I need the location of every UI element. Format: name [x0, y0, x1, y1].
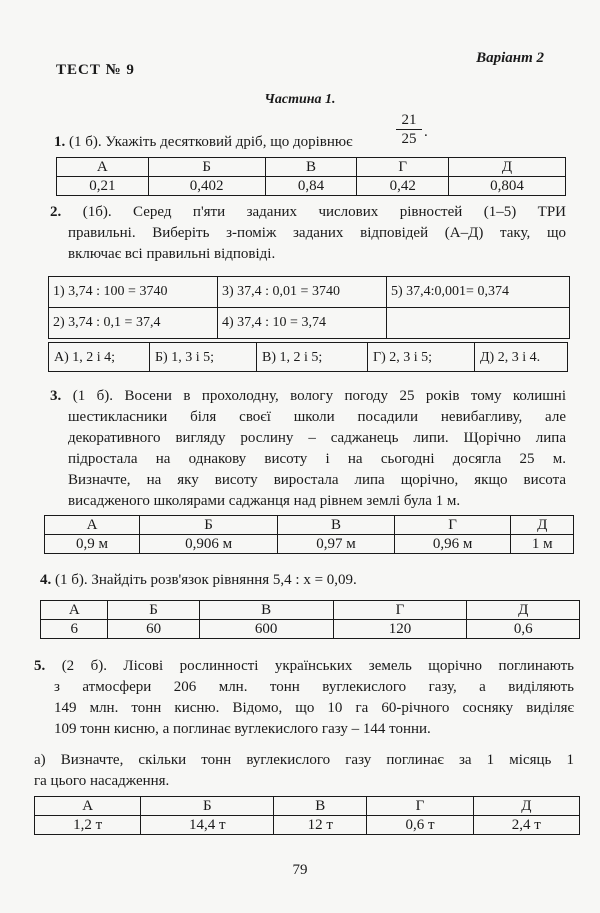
answer-letter: Д: [449, 158, 566, 177]
answer-value: 0,84: [265, 177, 357, 196]
question-text: га цього насадження.: [34, 773, 170, 789]
question-text: 109 тонн кисню, а поглинає вуглекислого газу – 144 тонни.: [54, 721, 431, 737]
equality: 5) 37,4:0,001= 0,374: [387, 277, 570, 308]
answer-letter: Г: [333, 601, 467, 620]
answer-value: 6: [41, 620, 108, 639]
question-text: з атмосфери 206 млн. тонн вуглекислого газу, а виділяють: [54, 679, 574, 695]
question-text: декоративного вигляду рослину – саджанець липи. Щорічно липа: [68, 430, 566, 446]
equality: 2) 3,74 : 0,1 = 37,4: [49, 308, 218, 339]
answer-value: 0,9 м: [45, 535, 140, 554]
question-text: (1 б). Знайдіть розв'язок рівняння 5,4 : x = 0,09.: [55, 572, 357, 588]
answer-value: 0,96 м: [394, 535, 511, 554]
answer-option: А) 1, 2 і 4;: [48, 342, 150, 372]
answer-value: 60: [108, 620, 199, 639]
equality: 1) 3,74 : 100 = 3740: [49, 277, 218, 308]
question-5: [34, 656, 574, 740]
question-number: 2.: [50, 204, 62, 220]
question-4: [40, 570, 357, 591]
page-number: 79: [292, 862, 308, 878]
question-text: (2 б). Лісові рослинності українських земель щорічно поглинають: [61, 658, 575, 674]
answer-letter: А: [35, 797, 141, 816]
answer-value: 0,6 т: [367, 816, 473, 835]
answer-table-q1: [56, 157, 566, 196]
question-number: 4.: [40, 572, 52, 588]
answer-value: 0,6: [467, 620, 580, 639]
answer-option: В) 1, 2 і 5;: [257, 342, 368, 372]
question-text: (1б). Серед п'яти заданих числових рівностей (1–5) ТРИ: [82, 204, 566, 220]
answer-letter: В: [274, 797, 367, 816]
answer-letter: А: [45, 516, 140, 535]
equality: 3) 37,4 : 0,01 = 3740: [218, 277, 387, 308]
answer-value: 2,4 т: [473, 816, 579, 835]
question-number: 5.: [34, 658, 46, 674]
answer-table-q3: [44, 515, 574, 554]
answer-letter: Д: [467, 601, 580, 620]
answer-letter: Д: [511, 516, 574, 535]
question-tail: .: [424, 124, 428, 140]
answer-option: Б) 1, 3 і 5;: [150, 342, 257, 372]
answer-value: 0,42: [357, 177, 449, 196]
question-3: [50, 386, 566, 512]
answer-value: 120: [333, 620, 467, 639]
equalities-table: [48, 276, 570, 339]
question-text: шестикласники біля своєї школи посадили невибагливу, але: [68, 409, 566, 425]
question-text: висадженого школярами саджанця над рівнем землі була 1 м.: [68, 493, 461, 509]
answer-letter: Г: [367, 797, 473, 816]
answer-letter: В: [199, 601, 333, 620]
fraction: [396, 112, 422, 148]
test-title: ТЕСТ № 9: [56, 62, 135, 78]
answer-value: 0,21: [57, 177, 149, 196]
answer-letter: А: [57, 158, 149, 177]
answer-option: Д) 2, 3 і 4.: [475, 342, 568, 372]
answer-table-q5: [34, 796, 580, 835]
answer-letter: В: [265, 158, 357, 177]
question-text: правильні. Виберіть з-поміж заданих відповідей (А–Д) таку, що: [68, 225, 566, 241]
answer-value: 14,4 т: [141, 816, 274, 835]
answer-value: 600: [199, 620, 333, 639]
answer-option: Г) 2, 3 і 5;: [368, 342, 475, 372]
question-2: [50, 202, 566, 265]
question-number: 1.: [54, 134, 66, 150]
question-text: (1 б). Восени в прохолодну, вологу погоду 25 років тому колишні: [72, 388, 566, 404]
answer-value: 1 м: [511, 535, 574, 554]
empty-cell: [387, 308, 570, 339]
part-title: Частина 1.: [264, 92, 336, 107]
equality: 4) 37,4 : 10 = 3,74: [218, 308, 387, 339]
variant-label: Варіант 2: [476, 50, 544, 66]
question-text: підростала на однакову висоту і на сьогодні досягла 25 м.: [68, 451, 566, 467]
fraction-denominator: 25: [401, 131, 417, 147]
answer-letter: В: [278, 516, 395, 535]
question-text: Визначте, на яку висоту виростала липа щорічно, якщо висота: [68, 472, 566, 488]
answer-letter: Б: [108, 601, 199, 620]
question-number: 3.: [50, 388, 62, 404]
answer-letter: А: [41, 601, 108, 620]
question-1: [54, 132, 353, 153]
answer-letter: Д: [473, 797, 579, 816]
question-text: (1 б). Укажіть десятковий дріб, що дорівнює: [69, 134, 353, 150]
answer-value: 12 т: [274, 816, 367, 835]
options-row-q2: [48, 342, 568, 372]
question-5a: [34, 750, 574, 792]
answer-value: 1,2 т: [35, 816, 141, 835]
answer-value: 0,804: [449, 177, 566, 196]
question-text: 149 млн. тонн кисню. Відомо, що 10 га 60-річного сосняку виділяє: [54, 700, 574, 716]
answer-table-q4: [40, 600, 580, 639]
answer-letter: Б: [148, 158, 265, 177]
answer-value: 0,402: [148, 177, 265, 196]
question-text: включає всі правильні відповіді.: [68, 246, 276, 262]
answer-value: 0,97 м: [278, 535, 395, 554]
question-text: а) Визначте, скільки тонн вуглекислого газу поглинає за 1 місяць 1: [34, 752, 574, 768]
answer-letter: Б: [141, 797, 274, 816]
answer-letter: Б: [140, 516, 278, 535]
fraction-numerator: 21: [396, 112, 422, 130]
answer-value: 0,906 м: [140, 535, 278, 554]
answer-letter: Г: [357, 158, 449, 177]
answer-letter: Г: [394, 516, 511, 535]
